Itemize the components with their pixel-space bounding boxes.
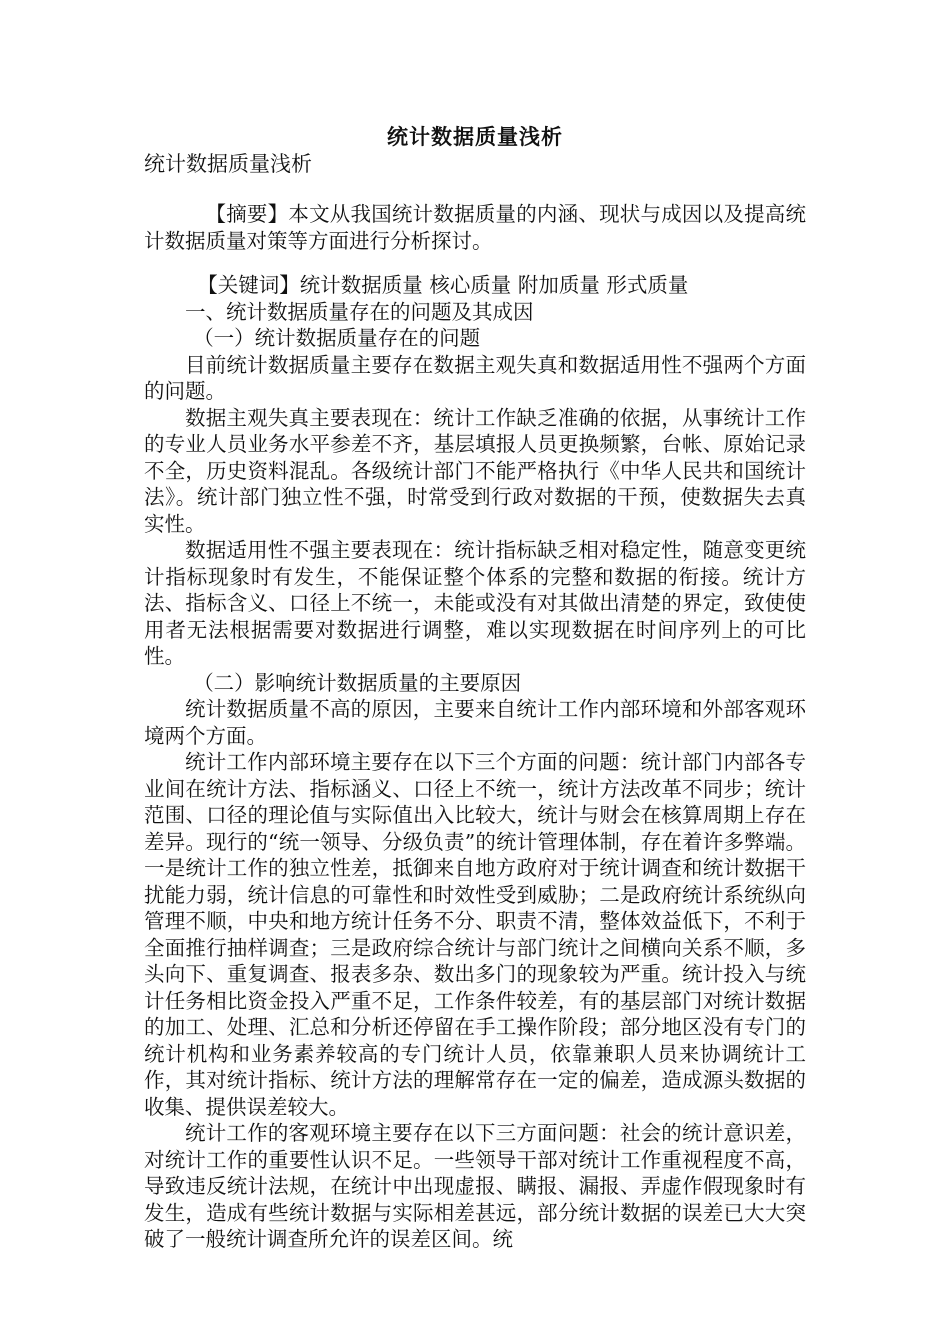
paragraph-1: 目前统计数据质量主要存在数据主观失真和数据适用性不强两个方面的问题。 [144,352,806,403]
document-title: 统计数据质量浅析 [387,125,563,149]
keywords-line: 【关键词】统计数据质量 核心质量 附加质量 形式质量 [197,273,689,297]
subsection-heading-2: （二）影响统计数据质量的主要原因 [193,670,522,695]
body-text [144,272,806,1253]
paragraph-3: 数据适用性不强主要表现在：统计指标缺乏相对稳定性，随意变更统计指标现象时有发生，不能保证整个体系的完整和数据的衔接。统计方法、指标含义、口径上不统一，未能或没有对其做出清楚的界定，致使使用者无法根据需要对数据进行调整，难以实现数据在时间序列上的可比性。 [144,538,806,668]
paragraph-5: 统计工作内部环境主要存在以下三个方面的问题：统计部门内部各专业间在统计方法、指标涵义、口径上不统一，统计方法改革不同步；统计范围、口径的理论值与实际值出入比较大，统计与财会在核算周期上存在差异。现行的“统一领导、分级负责”的统计管理体制，存在着许多弊端。一是统计工作的独立性差，抵御来自地方政府对于统计调查和统计数据干扰能力弱，统计信息的可靠性和时效性受到威胁；二是政府统计系统纵向管理不顺，中央和地方统计任务不分、职责不清，整体效益低下，不利于全面推行抽样调查；三是政府综合统计与部门统计之间横向关系不顺，多头向下、重复调查、报表多杂、数出多门的现象较为严重。统计投入与统计任务相比资金投入严重不足，工作条件较差，有的基层部门对统计数据的加工、处理、汇总和分析还停留在手工操作阶段；部分地区没有专门的统计机构和业务素养较高的专门统计人员，依靠兼职人员来协调统计工作，其对统计指标、统计方法的理解常存在一定的偏差，造成源头数据的收集、提供误差较大。 [144,750,806,1119]
paragraph-2: 数据主观失真主要表现在：统计工作缺乏准确的依据，从事统计工作的专业人员业务水平参差不齐，基层填报人员更换频繁，台帐、原始记录不全，历史资料混乱。各级统计部门不能严格执行《中华人民共和国统计法》。统计部门独立性不强，时常受到行政对数据的干预，使数据失去真实性。 [144,405,806,536]
abstract-block [144,201,806,254]
subsection-heading-1: （一）统计数据质量存在的问题 [193,326,481,350]
paragraph-4: 统计数据质量不高的原因，主要来自统计工作内部环境和外部客观环境两个方面。 [144,697,806,748]
abstract-paragraph: 【摘要】本文从我国统计数据质量的内涵、现状与成因以及提高统计数据质量对策等方面进行分析探讨。 [144,202,806,253]
paragraph-6: 统计工作的客观环境主要存在以下三方面问题：社会的统计意识差，对统计工作的重要性认识不足。一些领导干部对统计工作重视程度不高，导致违反统计法规，在统计中出现虚报、瞒报、漏报、弄虚作假现象时有发生，造成有些统计数据与实际相差甚远，部分统计数据的误差已大大突破了一般统计调查所允许的误差区间。统 [144,1121,806,1251]
section-heading-1: 一、统计数据质量存在的问题及其成因 [185,299,534,324]
document-subtitle: 统计数据质量浅析 [144,152,312,176]
